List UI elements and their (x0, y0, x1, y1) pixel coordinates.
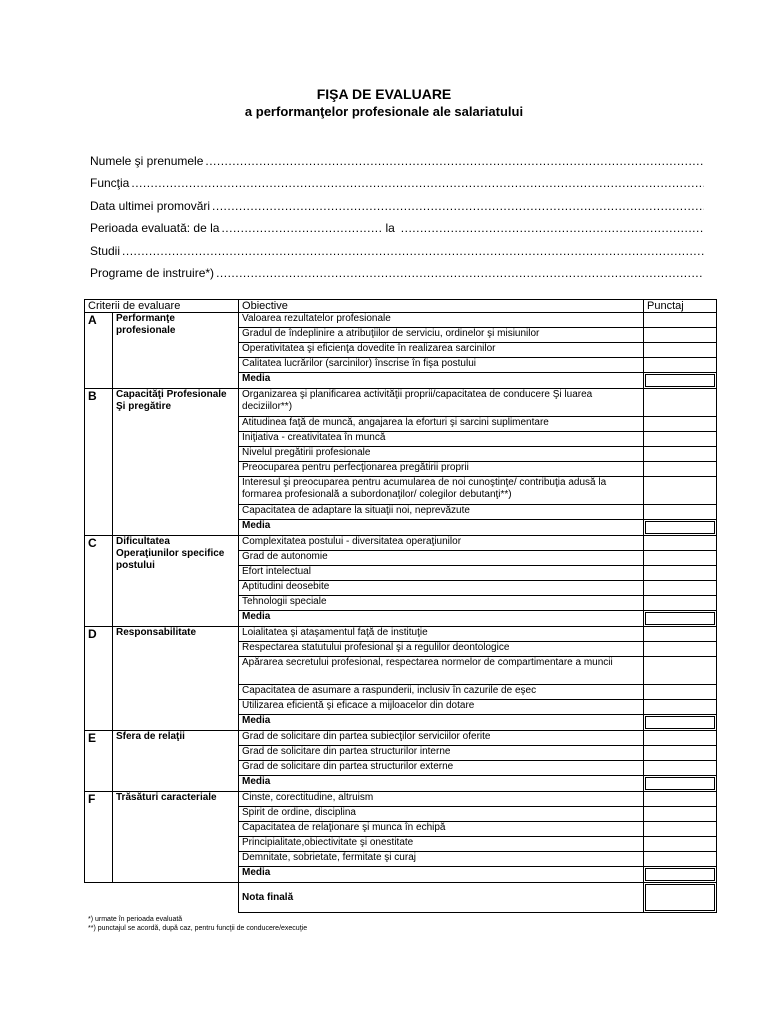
score-cell[interactable] (644, 852, 717, 867)
score-cell[interactable] (644, 505, 717, 520)
section-letter: F (85, 792, 113, 883)
media-score-cell[interactable] (644, 520, 717, 536)
objective-cell: Grad de solicitare din partea structurilor interne (239, 746, 644, 761)
evaluation-table (84, 299, 717, 913)
objective-cell: Interesul şi preocuparea pentru acumularea de noi cunoştinţe/ contribuţia adusă la formarea profesională a subordonaţilor/ colegilor debutanţi**) (239, 477, 644, 505)
footnote-1: *) urmate în perioada evaluată (88, 916, 183, 923)
media-score-cell[interactable] (644, 373, 717, 389)
form-title: FIŞA DE EVALUARE (316, 86, 452, 102)
score-cell[interactable] (644, 477, 717, 505)
name-label: Numele şi prenumele (90, 154, 204, 168)
period-to-label: la (385, 221, 395, 236)
score-cell[interactable] (644, 447, 717, 462)
section-letter: B (85, 389, 113, 536)
score-cell[interactable] (644, 761, 717, 776)
section-letter: D (85, 627, 113, 731)
period-field[interactable] (90, 221, 704, 243)
objective-cell: Organizarea şi planificarea activităţii proprii/capacitatea de conducere Şi luarea deciziilor**) (239, 389, 644, 417)
objective-cell: Operativitatea şi eficienţa dovedite în realizarea sarcinilor (239, 343, 644, 358)
media-label: Media (239, 776, 644, 792)
score-cell[interactable] (644, 462, 717, 477)
score-cell[interactable] (644, 596, 717, 611)
media-score-cell[interactable] (644, 776, 717, 792)
score-cell[interactable] (644, 328, 717, 343)
period-to-fill-line[interactable] (401, 221, 704, 236)
footnotes (88, 915, 307, 933)
period-from-fill-line[interactable] (221, 221, 381, 236)
objective-cell: Respectarea statutului profesional şi a regulilor deontologice (239, 642, 644, 657)
training-label: Programe de instruire*) (90, 265, 215, 280)
score-cell[interactable] (644, 389, 717, 417)
name-fill-line[interactable] (205, 154, 704, 169)
footnote-2: **) punctajul se acordă, după caz, pentru funcţii de conducere/execuţie (88, 925, 308, 932)
last-promotion-label: Data ultimei promovări (90, 198, 211, 213)
final-grade-row (85, 883, 717, 913)
table-row (85, 792, 717, 807)
objective-cell: Principialitate,obiectivitate şi onestitate (239, 837, 644, 852)
objective-cell: Grad de solicitare din partea subiecţilor serviciilor oferite (239, 731, 644, 746)
table-row (85, 313, 717, 328)
function-fill-line[interactable] (131, 176, 704, 191)
media-score-box[interactable] (645, 716, 715, 729)
objective-cell: Nivelul pregătirii profesionale (239, 447, 644, 462)
header-criteria: Criterii de evaluare (85, 300, 239, 313)
score-cell[interactable] (644, 536, 717, 551)
table-row (85, 627, 717, 642)
studies-field[interactable] (90, 244, 704, 266)
training-fill-line[interactable] (216, 266, 704, 281)
function-field[interactable] (90, 176, 704, 198)
score-cell[interactable] (644, 822, 717, 837)
final-blank-cell (85, 883, 239, 913)
objective-cell: Iniţiativa - creativitatea în muncă (239, 432, 644, 447)
form-subtitle: a performanţelor profesionale ale salariatului (244, 104, 524, 119)
score-cell[interactable] (644, 551, 717, 566)
table-header-row (85, 300, 717, 313)
final-grade-label: Nota finală (239, 883, 644, 913)
objective-cell: Capacitatea de adaptare la situaţii noi, neprevăzute (239, 505, 644, 520)
final-grade-box[interactable] (645, 884, 715, 911)
score-cell[interactable] (644, 731, 717, 746)
media-score-box[interactable] (645, 521, 715, 534)
media-label: Media (239, 373, 644, 389)
objective-cell: Utilizarea eficientă şi eficace a mijloacelor din dotare (239, 700, 644, 715)
objective-cell: Demnitate, sobrietate, fermitate şi curaj (239, 852, 644, 867)
section-criterion: Responsabilitate (113, 627, 239, 731)
section-criterion: Dificultatea Operaţiunilor specifice postului (113, 536, 239, 627)
objective-cell: Loialitatea şi ataşamentul faţă de instituţie (239, 627, 644, 642)
employee-fields (90, 154, 704, 288)
score-cell[interactable] (644, 566, 717, 581)
objective-cell: Complexitatea postului - diversitatea operaţiunilor (239, 536, 644, 551)
section-letter: C (85, 536, 113, 627)
score-cell[interactable] (644, 792, 717, 807)
function-label: Funcţia (90, 176, 130, 191)
objective-cell: Aptitudini deosebite (239, 581, 644, 596)
media-label: Media (239, 611, 644, 627)
media-score-box[interactable] (645, 868, 715, 881)
objective-cell: Valoarea rezultatelor profesionale (239, 313, 644, 328)
studies-label: Studii (90, 243, 121, 258)
final-grade-score-cell[interactable] (644, 883, 717, 913)
score-cell[interactable] (644, 642, 717, 657)
score-cell[interactable] (644, 657, 717, 685)
media-score-box[interactable] (645, 612, 715, 625)
media-score-box[interactable] (645, 777, 715, 790)
period-from-label: Perioada evaluată: de la (90, 221, 220, 236)
score-cell[interactable] (644, 581, 717, 596)
table-row (85, 731, 717, 746)
objective-cell: Gradul de îndeplinire a atribuţiilor de serviciu, ordinelor şi misiunilor (239, 328, 644, 343)
last-promotion-field[interactable] (90, 199, 704, 221)
media-score-box[interactable] (645, 374, 715, 387)
objective-cell: Spirit de ordine, disciplina (239, 807, 644, 822)
objective-cell: Cinste, corectitudine, altruism (239, 792, 644, 807)
table-row (85, 536, 717, 551)
score-cell[interactable] (644, 807, 717, 822)
media-label: Media (239, 520, 644, 536)
media-score-cell[interactable] (644, 715, 717, 731)
objective-cell: Efort intelectual (239, 566, 644, 581)
last-promotion-fill-line[interactable] (212, 199, 704, 214)
media-label: Media (239, 867, 644, 883)
header-score: Punctaj (644, 300, 717, 313)
score-cell[interactable] (644, 417, 717, 432)
media-label: Media (239, 715, 644, 731)
name-field[interactable] (90, 154, 704, 176)
score-cell[interactable] (644, 627, 717, 642)
score-cell[interactable] (644, 432, 717, 447)
studies-fill-line[interactable] (122, 244, 704, 259)
score-cell[interactable] (644, 837, 717, 852)
score-cell[interactable] (644, 358, 717, 373)
section-criterion: Capacităţi Profesionale Şi pregătire (113, 389, 239, 536)
objective-cell: Apărarea secretului profesional, respectarea normelor de compartimentare a muncii (239, 657, 644, 685)
media-score-cell[interactable] (644, 867, 717, 883)
objective-cell: Atitudinea faţă de muncă, angajarea la eforturi şi sarcini suplimentare (239, 417, 644, 432)
objective-cell: Preocuparea pentru perfecţionarea pregătirii proprii (239, 462, 644, 477)
score-cell[interactable] (644, 685, 717, 700)
objective-cell: Capacitatea de asumare a raspunderii, inclusiv în cazurile de eşec (239, 685, 644, 700)
objective-cell: Tehnologii speciale (239, 596, 644, 611)
section-criterion: Trăsături caracteriale (113, 792, 239, 883)
section-criterion: Sfera de relaţii (113, 731, 239, 792)
objective-cell: Capacitatea de relaţionare şi munca în echipă (239, 822, 644, 837)
section-letter: E (85, 731, 113, 792)
objective-cell: Calitatea lucrărilor (sarcinilor) înscrise în fişa postului (239, 358, 644, 373)
media-score-cell[interactable] (644, 611, 717, 627)
section-letter: A (85, 313, 113, 389)
objective-cell: Grad de solicitare din partea structurilor externe (239, 761, 644, 776)
score-cell[interactable] (644, 313, 717, 328)
objective-cell: Grad de autonomie (239, 551, 644, 566)
header-objectives: Obiective (239, 300, 644, 313)
table-row (85, 389, 717, 417)
section-criterion: Performanţe profesionale (113, 313, 239, 389)
score-cell[interactable] (644, 343, 717, 358)
score-cell[interactable] (644, 700, 717, 715)
training-field[interactable] (90, 266, 704, 288)
score-cell[interactable] (644, 746, 717, 761)
